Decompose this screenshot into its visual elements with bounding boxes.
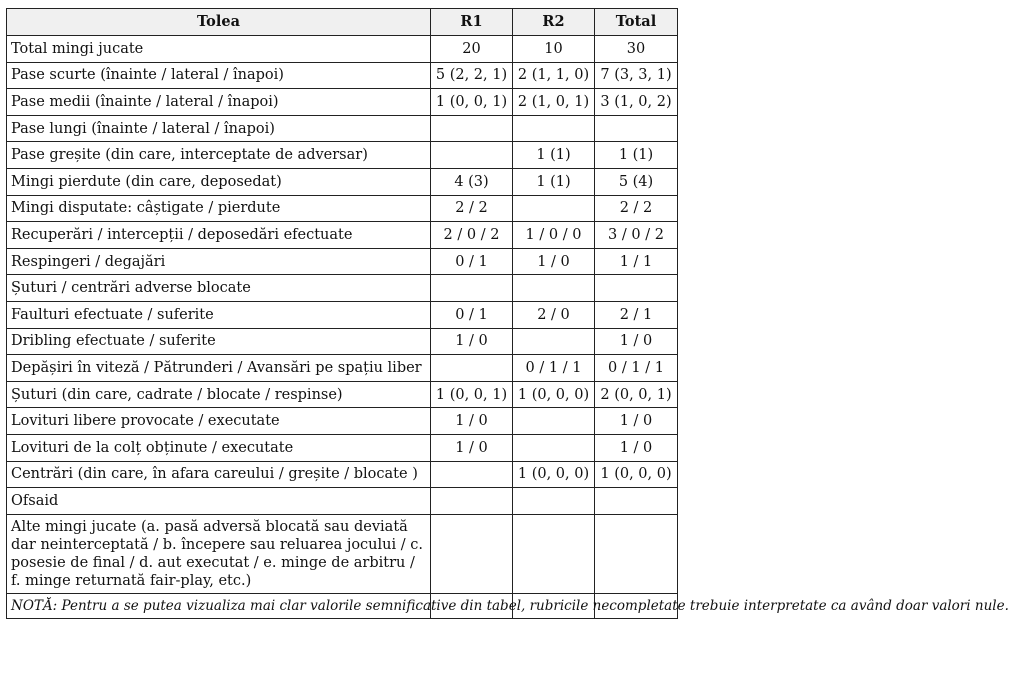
- header-r1: R1: [431, 9, 513, 36]
- cell-r2: 1 (0, 0, 0): [513, 461, 595, 488]
- cell-total: 1 / 0: [595, 328, 678, 355]
- cell-r1: 0 / 1: [431, 301, 513, 328]
- table-row: [7, 168, 678, 195]
- cell-r2: 2 (1, 0, 1): [513, 89, 595, 116]
- cell-total: 2 / 1: [595, 301, 678, 328]
- cell-total: [595, 115, 678, 142]
- cell-r2: 10: [513, 36, 595, 63]
- header-r2: R2: [513, 9, 595, 36]
- row-label: Mingi disputate: câștigate / pierdute: [7, 195, 431, 222]
- cell-r1: [431, 355, 513, 382]
- table-row: [7, 195, 678, 222]
- cell-r1: [431, 275, 513, 302]
- table-row: [7, 301, 678, 328]
- row-label: Pase scurte (înainte / lateral / înapoi): [7, 62, 431, 89]
- cell-r1: 4 (3): [431, 168, 513, 195]
- row-label: Lovituri de la colț obținute / executate: [7, 434, 431, 461]
- cell-total: 1 (0, 0, 0): [595, 461, 678, 488]
- row-label: Centrări (din care, în afara careului / greșite / blocate ): [7, 461, 431, 488]
- row-label: Faulturi efectuate / suferite: [7, 301, 431, 328]
- table-row: [7, 248, 678, 275]
- table-row-note: [7, 593, 678, 618]
- cell-total: 2 (0, 0, 1): [595, 381, 678, 408]
- table-row: [7, 62, 678, 89]
- row-label: Ofsaid: [7, 488, 431, 515]
- table-row: [7, 36, 678, 63]
- cell-r2: [513, 408, 595, 435]
- stats-table: [6, 8, 1009, 619]
- row-label: Recuperări / intercepții / deposedări efectuate: [7, 222, 431, 249]
- table-row: [7, 328, 678, 355]
- cell-r2: [513, 434, 595, 461]
- cell-r2: 1 (0, 0, 0): [513, 381, 595, 408]
- cell-r1: 1 / 0: [431, 328, 513, 355]
- cell-total: 5 (4): [595, 168, 678, 195]
- row-label: Depășiri în viteză / Pătrunderi / Avansări pe spațiu liber: [7, 355, 431, 382]
- row-label-other: Alte mingi jucate (a. pasă adversă blocată sau deviată dar neinterceptată / b. începere sau reluarea jocului / c. posesie de final / d. aut executat / e. minge de arbitru / f. minge returnată fair-play, etc.): [7, 514, 431, 593]
- cell-r2: [513, 275, 595, 302]
- cell-total: 3 (1, 0, 2): [595, 89, 678, 116]
- cell-r2: [513, 328, 595, 355]
- cell-r2: 1 / 0: [513, 248, 595, 275]
- cell-r2: [513, 488, 595, 515]
- cell-r1: 1 / 0: [431, 408, 513, 435]
- cell-r2: [513, 115, 595, 142]
- cell-total: 3 / 0 / 2: [595, 222, 678, 249]
- cell-total: 1 / 0: [595, 408, 678, 435]
- cell-r2: [513, 514, 595, 593]
- cell-r1: [431, 514, 513, 593]
- cell-r2: 1 (1): [513, 168, 595, 195]
- table-row: [7, 222, 678, 249]
- cell-total: 1 (1): [595, 142, 678, 169]
- table-row: [7, 355, 678, 382]
- cell-total: [595, 488, 678, 515]
- cell-r1: [431, 488, 513, 515]
- cell-r1: 0 / 1: [431, 248, 513, 275]
- cell-r2: 1 / 0 / 0: [513, 222, 595, 249]
- row-label: Lovituri libere provocate / executate: [7, 408, 431, 435]
- row-label: Șuturi / centrări adverse blocate: [7, 275, 431, 302]
- header-row: [7, 9, 678, 36]
- note-text: NOTĂ: Pentru a se putea vizualiza mai clar valorile semnificative din tabel, rubricile necompletate trebuie interpretate ca având doar valori nule.: [7, 593, 431, 618]
- cell-total: 7 (3, 3, 1): [595, 62, 678, 89]
- row-label: Dribling efectuate / suferite: [7, 328, 431, 355]
- row-label: Șuturi (din care, cadrate / blocate / respinse): [7, 381, 431, 408]
- table-row: [7, 434, 678, 461]
- row-label: Total mingi jucate: [7, 36, 431, 63]
- table-row: [7, 275, 678, 302]
- table-row: [7, 89, 678, 116]
- cell-r1: 1 / 0: [431, 434, 513, 461]
- cell-r1: 2 / 2: [431, 195, 513, 222]
- header-total: Total: [595, 9, 678, 36]
- row-label: Pase lungi (înainte / lateral / înapoi): [7, 115, 431, 142]
- cell-total: [595, 514, 678, 593]
- table-row: [7, 408, 678, 435]
- cell-r2: 2 (1, 1, 0): [513, 62, 595, 89]
- table-row: [7, 142, 678, 169]
- row-label: Respingeri / degajări: [7, 248, 431, 275]
- cell-total: 1 / 0: [595, 434, 678, 461]
- row-label: Mingi pierdute (din care, deposedat): [7, 168, 431, 195]
- header-player: Tolea: [7, 9, 431, 36]
- cell-total: 2 / 2: [595, 195, 678, 222]
- cell-r2: 1 (1): [513, 142, 595, 169]
- cell-r2: [513, 195, 595, 222]
- cell-r1: [431, 142, 513, 169]
- cell-r1: 5 (2, 2, 1): [431, 62, 513, 89]
- cell-r1: 1 (0, 0, 1): [431, 381, 513, 408]
- table-row-other: [7, 514, 678, 593]
- row-label: Pase greșite (din care, interceptate de adversar): [7, 142, 431, 169]
- row-label: Pase medii (înainte / lateral / înapoi): [7, 89, 431, 116]
- cell-total: 1 / 1: [595, 248, 678, 275]
- table-row: [7, 115, 678, 142]
- table-row: [7, 461, 678, 488]
- cell-r1: 2 / 0 / 2: [431, 222, 513, 249]
- cell-total: 0 / 1 / 1: [595, 355, 678, 382]
- cell-r1: 1 (0, 0, 1): [431, 89, 513, 116]
- cell-r1: 20: [431, 36, 513, 63]
- cell-total: [595, 275, 678, 302]
- table-row: [7, 381, 678, 408]
- table-row: [7, 488, 678, 515]
- cell-total: 30: [595, 36, 678, 63]
- cell-r1: [431, 115, 513, 142]
- cell-r1: [431, 461, 513, 488]
- cell-r2: 2 / 0: [513, 301, 595, 328]
- cell-r2: 0 / 1 / 1: [513, 355, 595, 382]
